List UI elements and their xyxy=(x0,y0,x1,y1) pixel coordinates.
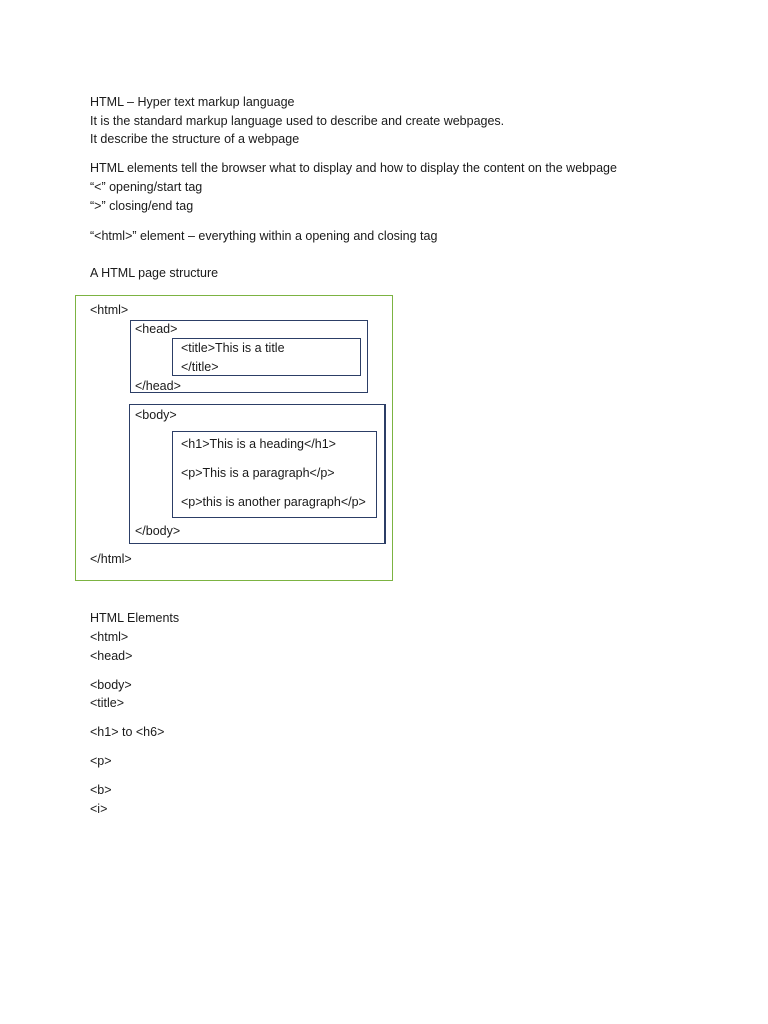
html-element-note: “<html>” element – everything within a opening and closing tag xyxy=(90,229,438,243)
structure-heading: A HTML page structure xyxy=(90,266,219,280)
elements-description: HTML elements tell the browser what to display and how to display the content on the webpage xyxy=(90,161,617,175)
list-item: <i> xyxy=(90,802,108,816)
diagram-title-close: </title> xyxy=(181,360,219,374)
diagram-p2: <p>this is another paragraph</p> xyxy=(181,495,366,509)
diagram-head-close: </head> xyxy=(135,379,181,393)
diagram-body-open: <body> xyxy=(135,408,177,422)
intro-standard: It is the standard markup language used to describe and create webpages. xyxy=(90,114,505,128)
closing-tag-note: “>” closing/end tag xyxy=(90,199,194,213)
diagram-h1: <h1>This is a heading</h1> xyxy=(181,437,336,451)
list-item: <title> xyxy=(90,696,125,710)
list-item: <head> xyxy=(90,649,133,663)
diagram-html-close: </html> xyxy=(90,552,132,566)
list-item: <p> xyxy=(90,754,112,768)
intro-structure: It describe the structure of a webpage xyxy=(90,132,300,146)
diagram-html-open: <html> xyxy=(90,303,129,317)
list-item: <b> xyxy=(90,783,112,797)
list-item: <body> xyxy=(90,678,132,692)
diagram-body-close: </body> xyxy=(135,524,181,538)
elements-list-heading: HTML Elements xyxy=(90,611,180,625)
intro-definition: HTML – Hyper text markup language xyxy=(90,95,295,109)
diagram-title-open: <title>This is a title xyxy=(181,341,285,355)
opening-tag-note: “<” opening/start tag xyxy=(90,180,203,194)
diagram-head-open: <head> xyxy=(135,322,178,336)
list-item: <html> xyxy=(90,630,129,644)
list-item: <h1> to <h6> xyxy=(90,725,165,739)
diagram-p1: <p>This is a paragraph</p> xyxy=(181,466,335,480)
